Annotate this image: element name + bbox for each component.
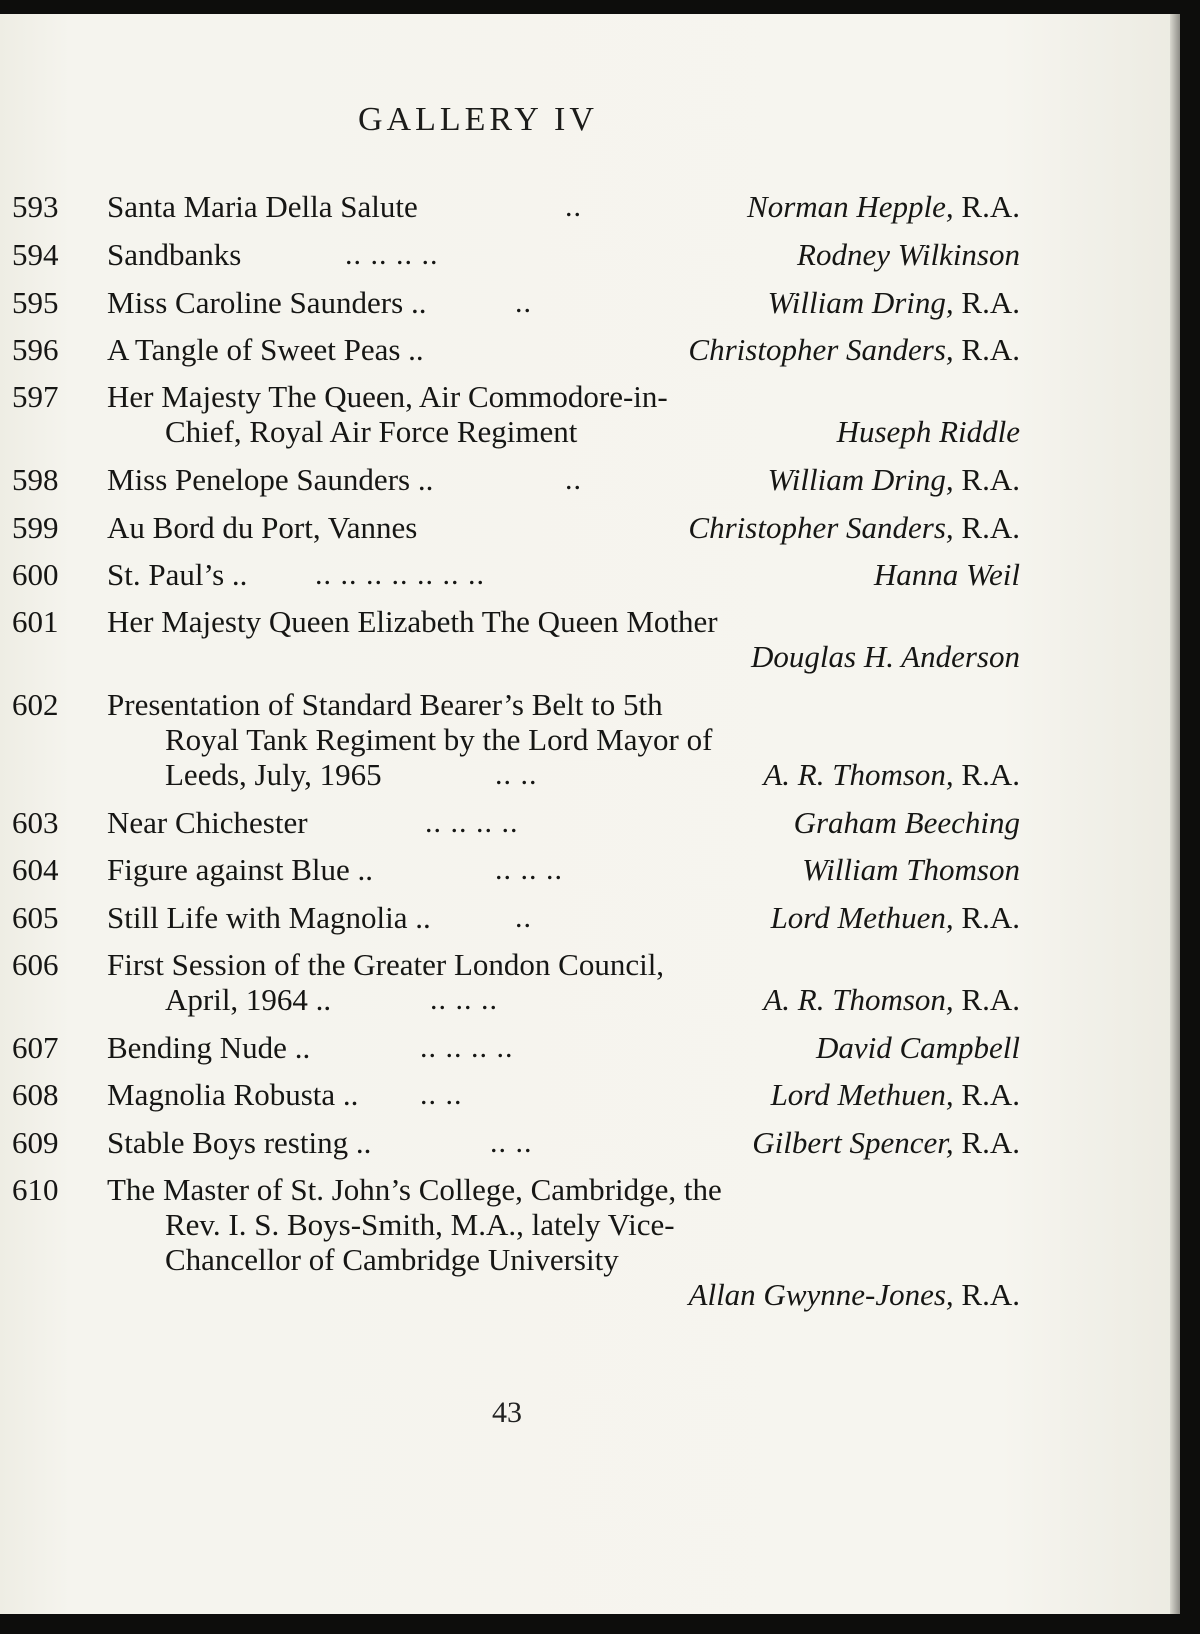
artist-credit bbox=[816, 1029, 1020, 1066]
entry-number: 602 bbox=[12, 687, 59, 722]
entry-number: 598 bbox=[12, 462, 59, 497]
artist-name: Huseph Riddle bbox=[836, 414, 1020, 449]
artist-credit bbox=[771, 899, 1020, 936]
artist-suffix: R.A. bbox=[961, 1125, 1020, 1160]
entry-title-line: A Tangle of Sweet Peas .. bbox=[107, 332, 424, 367]
entry-number: 595 bbox=[12, 285, 59, 320]
entry-title-line: Sandbanks bbox=[107, 237, 242, 272]
artist-name: Rodney Wilkinson bbox=[797, 237, 1020, 272]
artist-name: William Dring, bbox=[767, 462, 954, 497]
entry-title-line: Bending Nude .. bbox=[107, 1030, 311, 1065]
entry-title-line: Near Chichester bbox=[107, 805, 308, 840]
entry-number: 607 bbox=[12, 1030, 59, 1065]
entry-title-line: Royal Tank Regiment by the Lord Mayor of bbox=[165, 722, 713, 757]
entry-title-line: First Session of the Greater London Council, bbox=[107, 947, 665, 982]
page-number: 43 bbox=[492, 1396, 522, 1429]
entry-title-line: The Master of St. John’s College, Cambridge, the bbox=[107, 1172, 722, 1207]
page-edge bbox=[1170, 14, 1180, 1614]
entry-number: 609 bbox=[12, 1125, 59, 1160]
entry-title-line: Stable Boys resting .. bbox=[107, 1125, 372, 1160]
leader-dots: .. bbox=[515, 901, 532, 934]
leader-dots: .. .. .. .. bbox=[345, 238, 439, 271]
artist-suffix: R.A. bbox=[961, 189, 1020, 224]
artist-suffix: R.A. bbox=[961, 285, 1020, 320]
artist-name: Hanna Weil bbox=[873, 557, 1020, 592]
artist-name: David Campbell bbox=[815, 1030, 1020, 1065]
entry-title-line: St. Paul’s .. bbox=[107, 557, 248, 592]
artist-credit bbox=[747, 188, 1020, 225]
entry-number: 597 bbox=[12, 379, 59, 414]
artist-suffix: R.A. bbox=[961, 462, 1020, 497]
artist-credit bbox=[751, 638, 1020, 675]
artist-name: Gilbert Spencer, bbox=[752, 1125, 954, 1160]
leader-dots: .. bbox=[565, 463, 582, 496]
artist-name: Christopher Sanders, bbox=[688, 332, 954, 367]
leader-dots: .. .. .. bbox=[495, 853, 563, 886]
entry-title-line: Miss Penelope Saunders .. bbox=[107, 462, 434, 497]
entry-number: 601 bbox=[12, 604, 59, 639]
entry-title-line: April, 1964 .. bbox=[165, 982, 332, 1017]
leader-dots: .. .. bbox=[495, 758, 538, 791]
entry-title-line: Her Majesty The Queen, Air Commodore-in- bbox=[107, 379, 668, 414]
leader-dots: .. .. .. bbox=[430, 983, 498, 1016]
artist-suffix: R.A. bbox=[961, 1277, 1020, 1312]
entry-title-line: Presentation of Standard Bearer’s Belt to 5th bbox=[107, 687, 663, 722]
entry-number: 606 bbox=[12, 947, 59, 982]
leader-dots: .. bbox=[565, 190, 582, 223]
entry-title-line: Au Bord du Port, Vannes bbox=[107, 510, 418, 545]
entry-number: 594 bbox=[12, 237, 59, 272]
leader-dots: .. .. .. .. bbox=[425, 806, 519, 839]
entry-title-line: Leeds, July, 1965 bbox=[165, 757, 382, 792]
leader-dots: .. .. bbox=[420, 1078, 463, 1111]
artist-credit bbox=[797, 236, 1020, 273]
artist-suffix: R.A. bbox=[961, 332, 1020, 367]
entry-title-line: Chief, Royal Air Force Regiment bbox=[165, 414, 578, 449]
leader-dots: .. bbox=[515, 286, 532, 319]
entry-number: 610 bbox=[12, 1172, 59, 1207]
artist-name: Lord Methuen, bbox=[770, 900, 954, 935]
artist-suffix: R.A. bbox=[961, 982, 1020, 1017]
entry-title-line: Figure against Blue .. bbox=[107, 852, 374, 887]
artist-credit bbox=[794, 804, 1020, 841]
artist-credit bbox=[837, 413, 1020, 450]
artist-name: William Thomson bbox=[802, 852, 1020, 887]
entry-title-line: Chancellor of Cambridge University bbox=[165, 1242, 619, 1277]
artist-name: Graham Beeching bbox=[793, 805, 1020, 840]
entry-number: 593 bbox=[12, 189, 59, 224]
leader-dots: .. .. .. .. .. .. .. bbox=[315, 558, 485, 591]
artist-credit bbox=[763, 981, 1020, 1018]
artist-credit bbox=[768, 461, 1020, 498]
entry-number: 600 bbox=[12, 557, 59, 592]
artist-credit bbox=[688, 509, 1020, 546]
entry-title-line: Magnolia Robusta .. bbox=[107, 1077, 359, 1112]
entry-title-line: Rev. I. S. Boys-Smith, M.A., lately Vice- bbox=[165, 1207, 675, 1242]
artist-suffix: R.A. bbox=[961, 1077, 1020, 1112]
artist-credit bbox=[689, 1276, 1020, 1313]
artist-name: A. R. Thomson, bbox=[763, 982, 954, 1017]
artist-credit bbox=[768, 284, 1020, 321]
entry-number: 608 bbox=[12, 1077, 59, 1112]
artist-credit bbox=[763, 756, 1020, 793]
leader-dots: .. .. bbox=[490, 1126, 533, 1159]
entry-number: 604 bbox=[12, 852, 59, 887]
entry-number: 605 bbox=[12, 900, 59, 935]
artist-suffix: R.A. bbox=[961, 900, 1020, 935]
artist-name: Allan Gwynne-Jones, bbox=[688, 1277, 954, 1312]
artist-name: A. R. Thomson, bbox=[763, 757, 954, 792]
artist-name: William Dring, bbox=[767, 285, 954, 320]
artist-name: Douglas H. Anderson bbox=[751, 639, 1020, 674]
artist-suffix: R.A. bbox=[961, 510, 1020, 545]
artist-name: Christopher Sanders, bbox=[688, 510, 954, 545]
artist-suffix: R.A. bbox=[961, 757, 1020, 792]
entry-title-line: Miss Caroline Saunders .. bbox=[107, 285, 427, 320]
entry-title-line: Still Life with Magnolia .. bbox=[107, 900, 431, 935]
artist-credit bbox=[771, 1076, 1020, 1113]
artist-credit bbox=[802, 851, 1020, 888]
entry-number: 599 bbox=[12, 510, 59, 545]
entry-title-line: Her Majesty Queen Elizabeth The Queen Mother bbox=[107, 604, 718, 639]
artist-credit bbox=[874, 556, 1020, 593]
artist-credit bbox=[688, 331, 1020, 368]
entry-number: 603 bbox=[12, 805, 59, 840]
artist-name: Norman Hepple, bbox=[747, 189, 954, 224]
entry-number: 596 bbox=[12, 332, 59, 367]
artist-credit bbox=[752, 1124, 1020, 1161]
gallery-heading: GALLERY IV bbox=[358, 101, 598, 138]
artist-name: Lord Methuen, bbox=[770, 1077, 954, 1112]
entry-title-line: Santa Maria Della Salute bbox=[107, 189, 418, 224]
leader-dots: .. .. .. .. bbox=[420, 1031, 514, 1064]
